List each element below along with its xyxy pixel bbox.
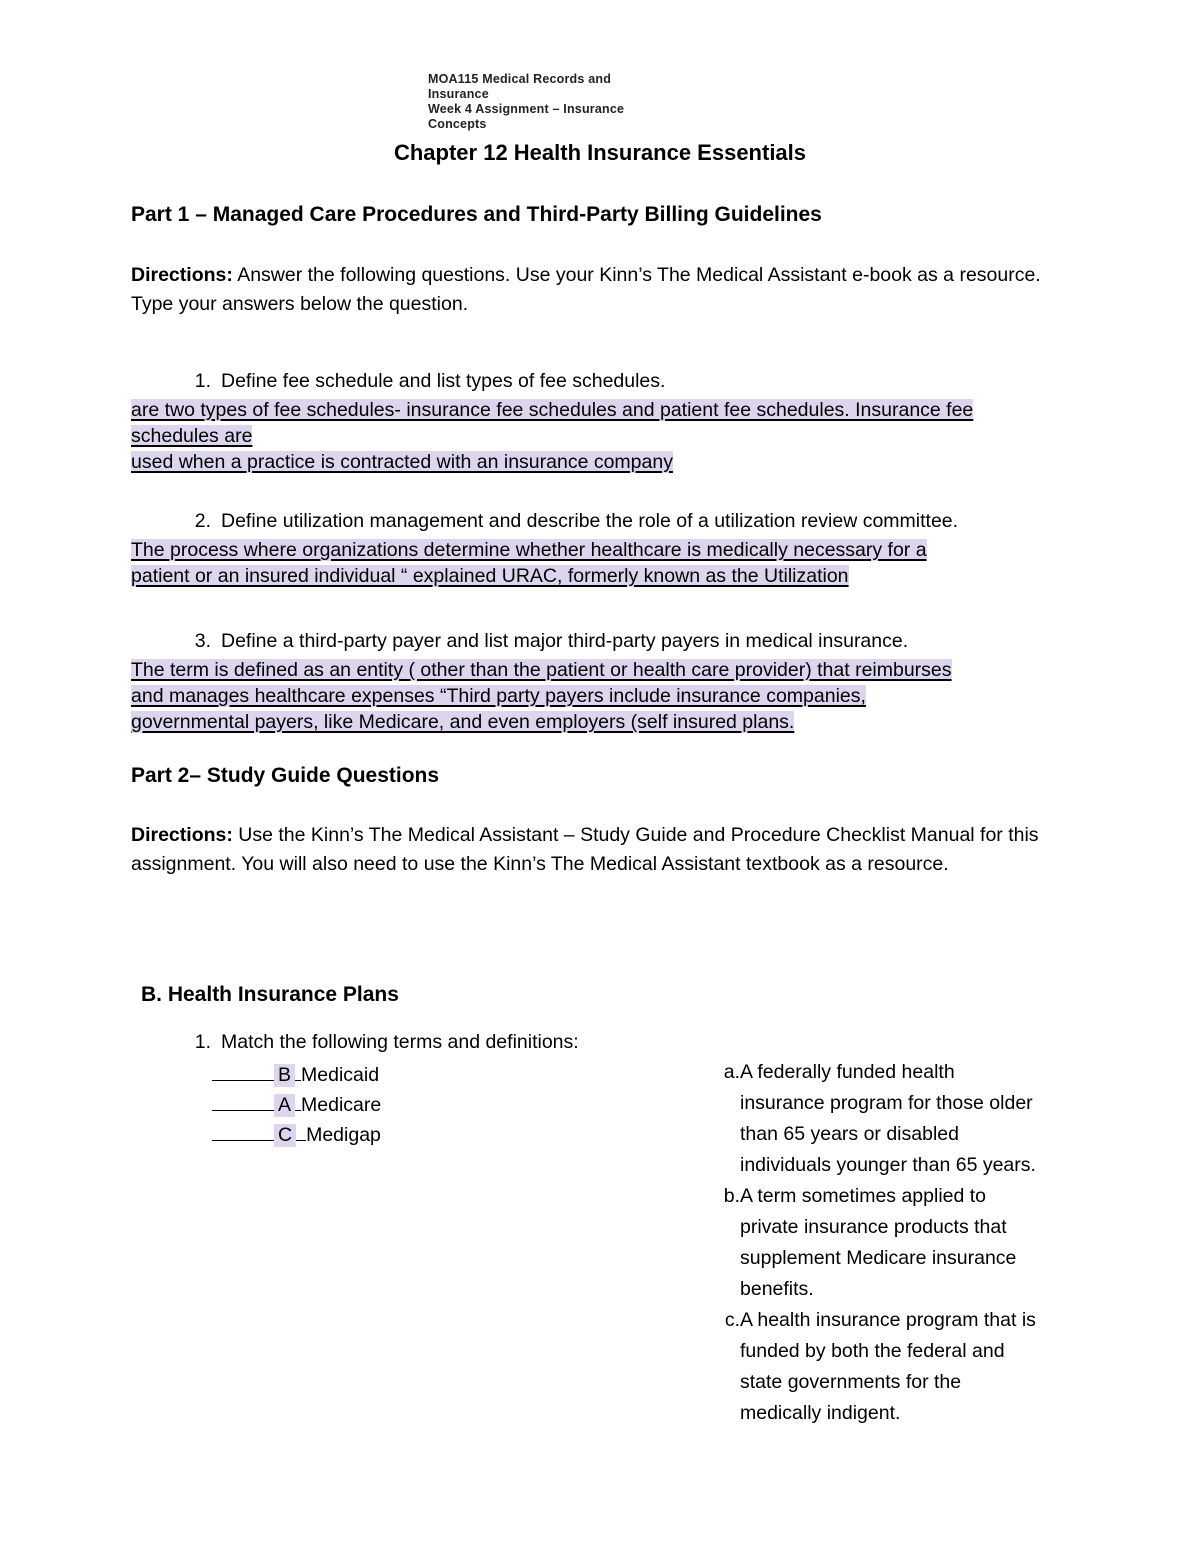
definitions-list <box>716 1057 1056 1429</box>
answer-letter: A <box>274 1094 295 1117</box>
answer-letter: B <box>274 1064 295 1087</box>
answer-blank[interactable] <box>212 1122 306 1147</box>
answer-line: schedules are <box>131 425 253 447</box>
match-term-row <box>212 1062 379 1087</box>
answer-line: used when a practice is contracted with an insurance company <box>131 451 673 473</box>
answer-1 <box>131 397 1061 475</box>
header-line: Insurance <box>428 87 489 101</box>
part1-heading: Part 1 – Managed Care Procedures and Third-Party Billing Guidelines <box>131 203 822 226</box>
part1-directions <box>131 261 1061 319</box>
question-2 <box>131 510 958 533</box>
definition-label: a. <box>723 1061 740 1083</box>
definition-item <box>716 1181 1056 1305</box>
answer-line: are two types of fee schedules- insurance fee schedules and patient fee schedules. Insurance fee <box>131 399 974 421</box>
section-b-heading: B. Health Insurance Plans <box>141 983 399 1006</box>
term-label: Medicaid <box>301 1064 380 1086</box>
header-line: Week 4 Assignment – Insurance <box>428 102 625 116</box>
answer-letter: C <box>274 1124 296 1147</box>
definition-text: A federally funded health insurance program for those older than 65 years or disabled individuals younger than 65 years. <box>740 1061 1036 1176</box>
question-text: Define fee schedule and list types of fee schedules. <box>221 370 666 392</box>
definition-item <box>716 1057 1056 1181</box>
question-number: 1. <box>194 1031 211 1053</box>
question-number: 2. <box>194 510 211 532</box>
question-number: 3. <box>194 630 211 652</box>
match-term-row <box>212 1092 381 1117</box>
page-title: Chapter 12 Health Insurance Essentials <box>393 140 807 165</box>
answer-2 <box>131 537 1061 589</box>
part2-heading: Part 2– Study Guide Questions <box>131 764 440 787</box>
header-line: Concepts <box>428 117 487 131</box>
question-number: 1. <box>194 370 211 392</box>
header-line: MOA115 Medical Records and <box>428 72 612 86</box>
match-term-row <box>212 1122 381 1147</box>
question-3 <box>131 630 908 653</box>
question-1 <box>131 370 665 393</box>
document-header <box>428 72 728 132</box>
answer-line: and manages healthcare expenses “Third party payers include insurance companies, <box>131 685 866 707</box>
definition-item <box>716 1305 1056 1429</box>
term-label: Medigap <box>306 1124 381 1146</box>
directions-text: Use the Kinn’s The Medical Assistant – Study Guide and Procedure Checklist Manual for this assignment. You will also need to use the Kinn’s The Medical Assistant textbook as a resource. <box>131 824 1039 875</box>
match-question <box>131 1031 579 1054</box>
answer-line: The process where organizations determine whether healthcare is medically necessary for a <box>131 539 927 561</box>
definition-text: A health insurance program that is funded by both the federal and state governments for the medically indigent. <box>740 1309 1036 1424</box>
question-text: Define utilization management and describe the role of a utilization review committee. <box>221 510 959 532</box>
question-text: Define a third-party payer and list major third-party payers in medical insurance. <box>221 630 909 652</box>
answer-line: patient or an insured individual “ explained URAC, formerly known as the Utilization <box>131 565 849 587</box>
directions-label: Directions: <box>131 264 233 286</box>
part2-directions <box>131 821 1061 879</box>
definition-text: A term sometimes applied to private insurance products that supplement Medicare insurance benefits. <box>740 1185 1017 1300</box>
directions-text: Answer the following questions. Use your Kinn’s The Medical Assistant e-book as a resource. Type your answers below the question. <box>131 264 1041 315</box>
definition-label: b. <box>723 1185 740 1207</box>
answer-3 <box>131 657 1061 735</box>
question-text: Match the following terms and definitions: <box>221 1031 579 1053</box>
answer-line: governmental payers, like Medicare, and even employers (self insured plans. <box>131 711 795 733</box>
answer-blank[interactable] <box>212 1092 301 1117</box>
term-label: Medicare <box>301 1094 382 1116</box>
answer-blank[interactable] <box>212 1062 301 1087</box>
definition-label: c. <box>724 1309 740 1331</box>
answer-line: The term is defined as an entity ( other than the patient or health care provider) that reimburses <box>131 659 952 681</box>
directions-label: Directions: <box>131 824 233 846</box>
